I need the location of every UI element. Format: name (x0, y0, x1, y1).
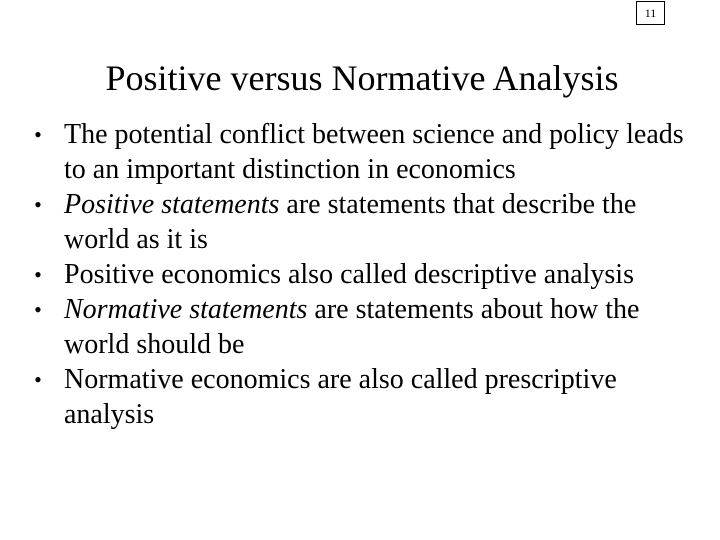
bullet-icon: • (34, 297, 42, 322)
bullet-icon: • (34, 367, 42, 392)
bullet-emphasis: Positive statements (64, 189, 280, 220)
bullet-text: The potential conflict between science and policy leads to an important distinction in economics (64, 119, 684, 185)
bullet-item (28, 117, 708, 187)
bullet-list (28, 117, 708, 432)
bullet-text: are statements about how the world should be (64, 294, 640, 360)
bullet-text: Normative economics are also called prescriptive analysis (64, 364, 617, 430)
bullet-text: Positive economics also called descriptive analysis (64, 259, 634, 290)
bullet-icon: • (34, 122, 42, 147)
bullet-icon: • (34, 192, 42, 217)
bullet-item (28, 362, 708, 432)
bullet-item (28, 187, 708, 257)
bullet-item (28, 292, 708, 362)
bullet-icon: • (34, 262, 42, 287)
slide-title: Positive versus Normative Analysis (105, 58, 619, 98)
bullet-text: are statements that describe the world as it is (64, 189, 637, 255)
page-number-box: 11 (636, 1, 665, 25)
bullet-item (28, 257, 708, 292)
bullet-emphasis: Normative statements (64, 294, 308, 325)
